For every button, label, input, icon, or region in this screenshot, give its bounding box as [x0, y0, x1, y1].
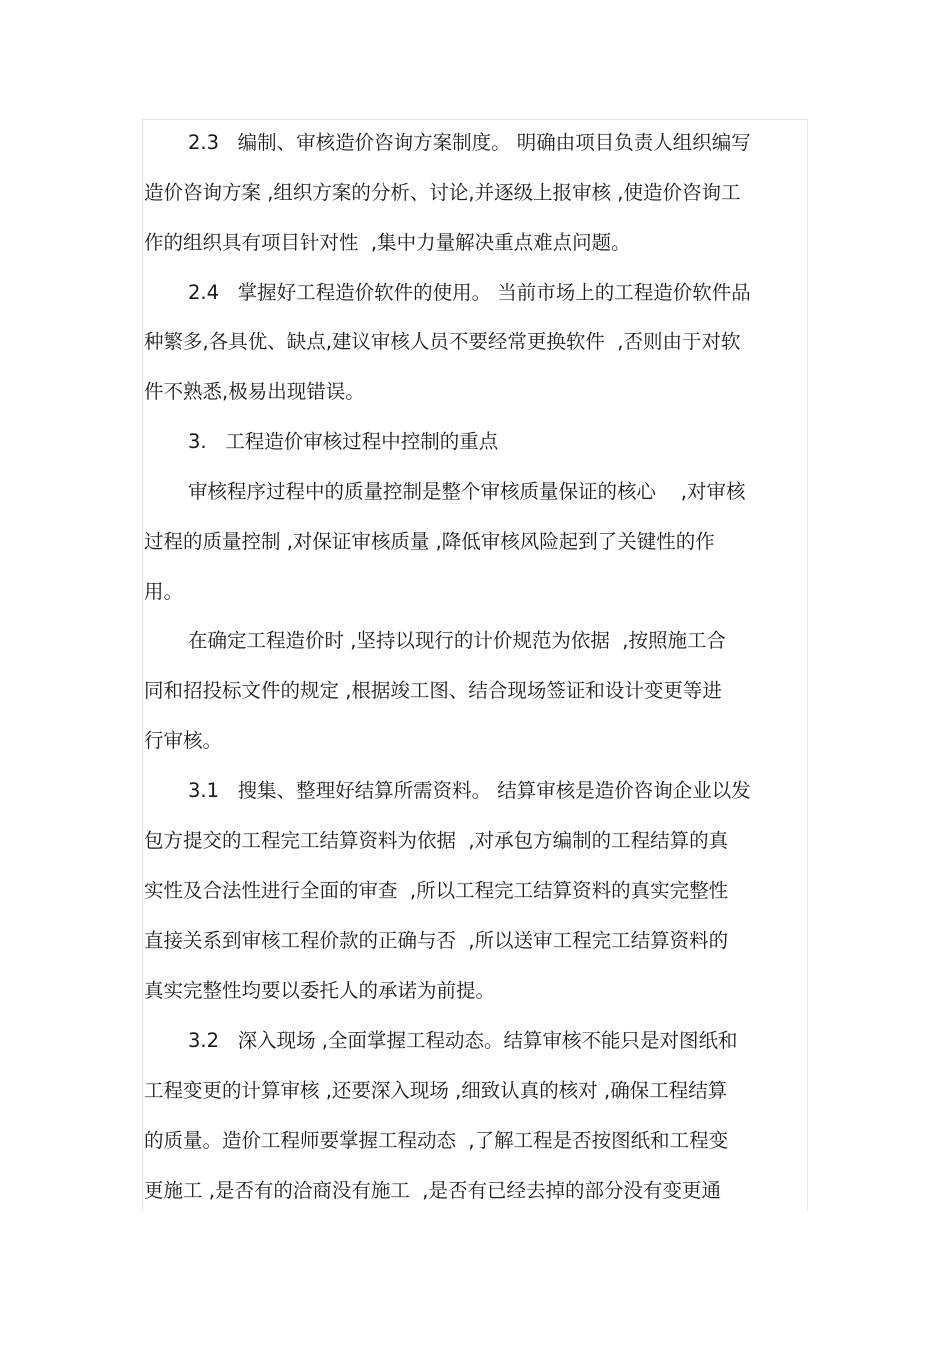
text-line: 更施工 ,是否有的洽商没有施工 ,是否有已经去掉的部分没有变更通	[144, 1179, 721, 1202]
text-line: 直接关系到审核工程价款的正确与否 ,所以送审工程完工结算资料的	[144, 929, 729, 952]
section-heading: 3. 工程造价审核过程中控制的重点	[188, 430, 499, 453]
text-line: 件不熟悉,极易出现错误。	[144, 380, 365, 403]
text-line: 用。	[144, 580, 184, 603]
text-line: 在确定工程造价时 ,坚持以现行的计价规范为依据 ,按照施工合	[188, 629, 726, 652]
text-line: 行审核。	[144, 729, 223, 752]
text-line: 过程的质量控制 ,对保证审核质量 ,降低审核风险起到了关键性的作	[144, 530, 715, 553]
text-line: 的质量。造价工程师要掌握工程动态 ,了解工程是否按图纸和工程变	[144, 1129, 729, 1152]
text-line: 种繁多,各具优、缺点,建议审核人员不要经常更换软件 ,否则由于对软	[144, 330, 741, 353]
text-line: 3.2 深入现场 ,全面掌握工程动态。结算审核不能只是对图纸和	[188, 1029, 738, 1052]
text-line: 真实完整性均要以委托人的承诺为前提。	[144, 979, 496, 1002]
text-line: 同和招投标文件的规定 ,根据竣工图、结合现场签证和设计变更等进	[144, 679, 722, 702]
text-line: 作的组织具有项目针对性 ,集中力量解决重点难点问题。	[144, 231, 631, 254]
text-line: 审核程序过程中的质量控制是整个审核质量保证的核心 ,对审核	[188, 480, 746, 503]
text-line: 2.4 掌握好工程造价软件的使用。 当前市场上的工程造价软件品	[188, 281, 751, 304]
text-line: 工程变更的计算审核 ,还要深入现场 ,细致认真的核对 ,确保工程结算	[144, 1079, 728, 1102]
text-line: 实性及合法性进行全面的审查 ,所以工程完工结算资料的真实完整性	[144, 879, 729, 902]
text-line: 造价咨询方案 ,组织方案的分析、讨论,并逐级上报审核 ,使造价咨询工	[144, 181, 741, 204]
text-line: 3.1 搜集、整理好结算所需资料。 结算审核是造价咨询企业以发	[188, 779, 751, 802]
text-line: 2.3 编制、审核造价咨询方案制度。 明确由项目负责人组织编写	[188, 131, 751, 154]
text-line: 包方提交的工程完工结算资料为依据 ,对承包方编制的工程结算的真	[144, 829, 729, 852]
